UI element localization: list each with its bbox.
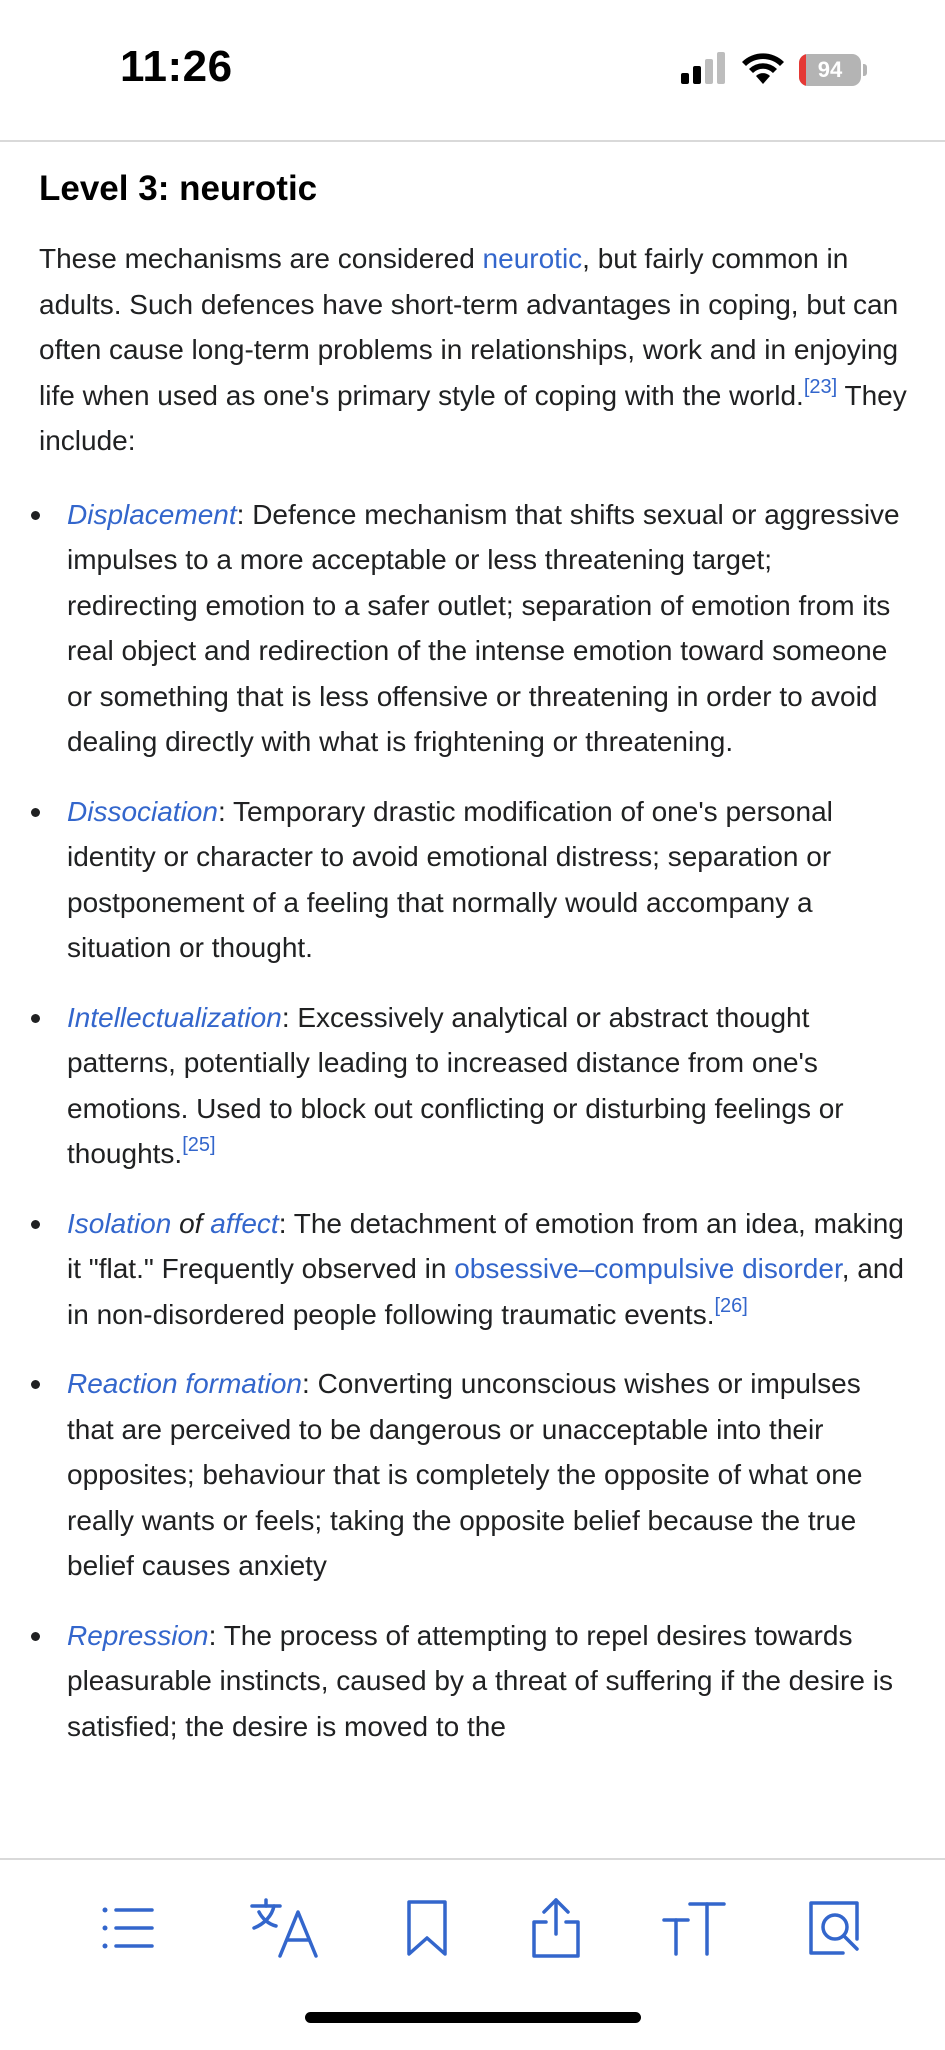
list-item-reaction-formation: Reaction formation: Converting unconscious wishes or impulses that are perceived to be dangerous or unacceptable into their opposites; behaviour that is completely the opposite of what one really wants or feels; taking the opposite belief because the true belief causes anxiety xyxy=(39,1361,909,1589)
article-content xyxy=(39,166,909,1773)
status-bar xyxy=(0,0,945,140)
battery-charging-icon xyxy=(799,54,861,86)
share-icon xyxy=(530,1896,582,1965)
find-in-page-icon xyxy=(807,1899,861,1962)
battery-level: 94 xyxy=(817,57,843,82)
language-translate-icon xyxy=(250,1898,322,1963)
intro-paragraph: These mechanisms are considered neurotic, but fairly common in adults. Such defences have short-term advantages in coping, but can often cause long-term problems in relationships, work and in enjoying life when used as one's primary style of coping with the world.[23] They include: xyxy=(39,243,907,456)
link-displacement[interactable]: Displacement xyxy=(67,498,237,530)
citation-23[interactable]: [23] xyxy=(803,375,838,398)
link-ocd[interactable]: obsessive–compulsive disorder xyxy=(454,1253,842,1284)
link-dissociation[interactable]: Dissociation xyxy=(67,795,218,827)
wifi-icon xyxy=(741,51,785,90)
section-heading: Level 3: neurotic xyxy=(39,169,318,208)
link-neurotic[interactable]: neurotic xyxy=(482,243,583,274)
link-reaction-formation[interactable]: Reaction formation xyxy=(67,1368,303,1399)
header-divider xyxy=(0,140,945,142)
share-button[interactable] xyxy=(518,1892,594,1968)
find-in-page-button[interactable] xyxy=(796,1892,872,1968)
list-item-displacement: Displacement: Defence mechanism that shifts sexual or aggressive impulses to a more acceptable or less threatening target; redirecting emotion to a safer outlet; separation of emotion from its real object and redirection of the intense emotion toward someone or something that is less offensive or threatening in order to avoid dealing directly with what is frightening or threatening. xyxy=(39,492,909,765)
link-isolation[interactable]: Isolation xyxy=(67,1207,172,1239)
status-icons xyxy=(681,50,867,90)
cellular-signal-icon xyxy=(681,52,727,89)
link-repression[interactable]: Repression xyxy=(67,1619,209,1651)
list-item-isolation-of-affect: Isolation of affect: The detachment of emotion from an idea, making it "flat." Frequently observed in obsessive–compulsive disorder, and in non-disordered people following traumatic events.[26] xyxy=(39,1201,909,1338)
list-item-repression: Repression: The process of attempting to repel desires towards pleasurable instincts, caused by a threat of suffering if the desire is satisfied; the desire is moved to the xyxy=(39,1613,909,1750)
citation-26[interactable]: [26] xyxy=(714,1294,748,1317)
text-size-button[interactable] xyxy=(656,1892,732,1968)
list-item-intellectualization: Intellectualization: Excessively analytical or abstract thought patterns, potentially leading to increased distance from one's emotions. Used to block out conflicting or disturbing feelings or thoughts.[25] xyxy=(39,995,909,1177)
citation-25[interactable]: [25] xyxy=(182,1134,216,1156)
text-size-icon xyxy=(662,1900,726,1961)
list-item-dissociation: Dissociation: Temporary drastic modification of one's personal identity or character to avoid emotional distress; separation or postponement of a feeling that normally would accompany a situation or thought. xyxy=(39,789,909,971)
contents-list-icon xyxy=(100,1904,156,1957)
status-time: 11:26 xyxy=(120,42,233,91)
link-affect[interactable]: affect xyxy=(210,1207,279,1239)
defence-list xyxy=(39,492,909,1750)
home-indicator[interactable] xyxy=(305,2012,641,2023)
bookmark-button[interactable] xyxy=(389,1892,465,1968)
bookmark-icon xyxy=(405,1898,449,1963)
language-button[interactable] xyxy=(248,1892,324,1968)
link-intellectualization[interactable]: Intellectualization xyxy=(67,1001,282,1033)
contents-button[interactable] xyxy=(90,1892,166,1968)
